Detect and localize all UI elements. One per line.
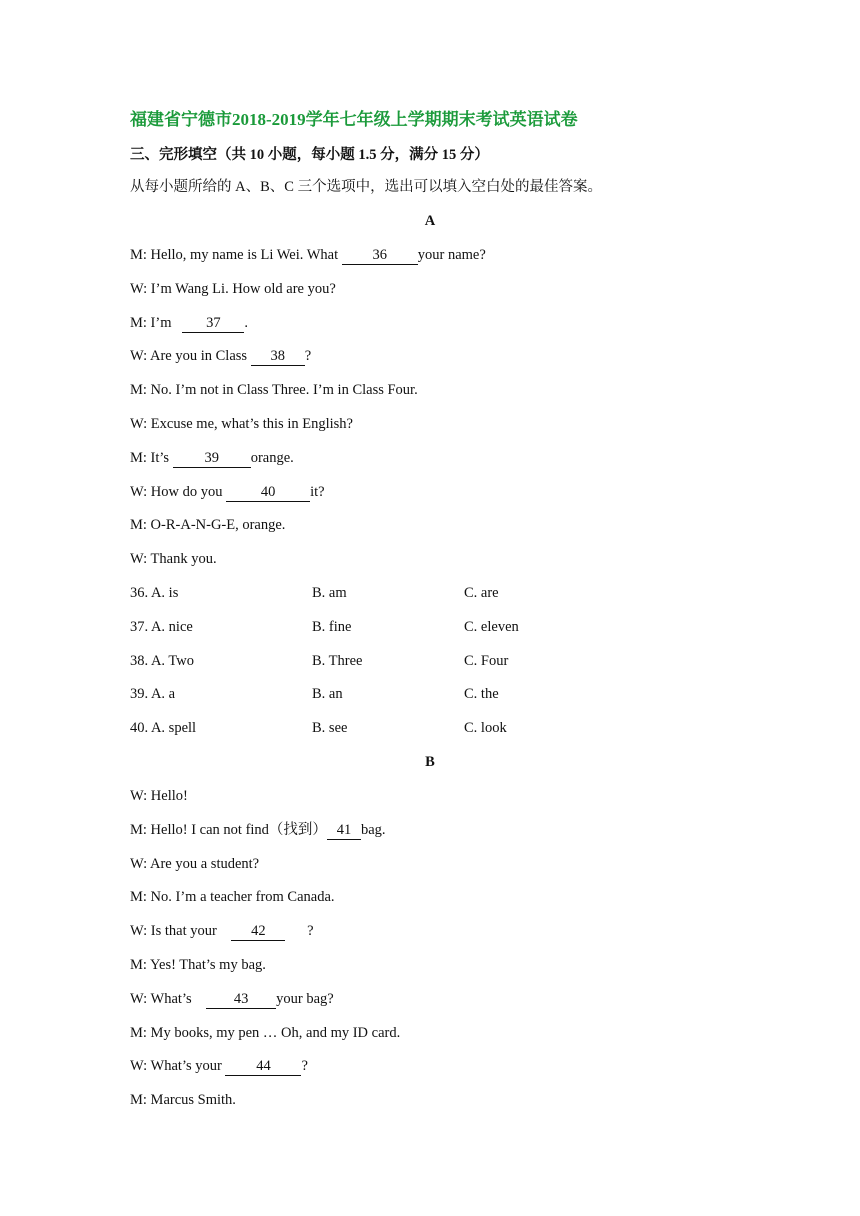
dialogue-line [130,244,730,266]
option-b: B. am [312,584,347,601]
blank-36: 36 [342,246,418,265]
line-text-before: M: It’s [130,449,173,466]
blank-38: 38 [251,347,305,366]
line-text-after: it? [310,483,325,500]
option-a: 37. A. nice [130,618,193,635]
line-text-before: W: What’s [130,990,207,1007]
dialogue-line: W: Thank you. [130,551,217,568]
line-text-after: ? [285,923,314,940]
line-text-after: your name? [417,247,486,263]
options-a [130,582,730,739]
line-text-before: W: How do you [130,483,227,500]
line-text-after: . [244,314,248,331]
dialogue-line: W: I’m Wang Li. How old are you? [130,280,336,297]
option-a: 39. A. a [130,686,176,703]
dialogue-line [130,312,730,334]
dialogue-line: M: No. I’m not in Class Three. I’m in Class Four. [130,382,418,399]
line-text-after: ? [304,348,312,365]
part-a-label: A [424,213,436,229]
option-a: 36. A. is [130,584,179,601]
dialogue-line [130,1055,730,1077]
option-row [130,650,730,672]
line-text-after: bag. [360,821,386,838]
option-b: B. see [312,720,348,737]
dialogue-line [130,345,730,367]
line-text-after: your bag? [276,990,334,1007]
option-b: B. an [312,686,343,703]
dialogue-line: W: Excuse me, what’s this in English? [130,415,353,432]
dialogue-line [130,819,730,841]
line-text-before: M: Hello, my name is Li Wei. What [130,247,342,263]
option-a: 38. A. Two [130,652,194,669]
option-c: C. the [464,686,499,703]
blank-37: 37 [182,314,244,333]
dialogue-line: M: My books, my pen … Oh, and my ID card. [130,1024,401,1041]
dialogue-line [130,447,730,469]
exam-title: 福建省宁德市2018-2019学年七年级上学期期末考试英语试卷 [130,110,578,129]
line-text-after: ? [301,1058,308,1075]
blank-39: 39 [173,449,251,468]
line-text-before: M: Hello! I can not find（找到） [130,821,327,838]
blank-43: 43 [206,990,276,1009]
line-text-after: orange. [250,449,294,466]
option-row [130,717,730,739]
blank-42: 42 [231,922,285,941]
dialogue-line: M: No. I’m a teacher from Canada. [130,889,335,906]
dialogue-line: W: Are you a student? [130,855,260,872]
dialogue-line [130,920,730,942]
section-heading: 三、完形填空（共 10 小题，每小题 1.5 分，满分 15 分） [130,147,489,163]
line-text-before: W: Is that your [130,923,232,940]
option-c: C. eleven [464,618,519,635]
option-row [130,683,730,705]
option-row [130,616,730,638]
option-c: C. are [464,584,499,601]
instruction-text: 从每小题所给的 A、B、C 三个选项中，选出可以填入空白处的最佳答案。 [130,179,603,195]
part-b-label: B [425,753,435,770]
dialogue-line [130,481,730,503]
exam-page [130,108,730,1123]
dialogue-line: M: Marcus Smith. [130,1092,236,1109]
dialogue-line: W: Hello! [130,787,188,804]
dialogue-line: M: O-R-A-N-G-E, orange. [130,517,286,534]
option-a: 40. A. spell [130,720,197,737]
option-b: B. fine [312,618,352,635]
dialogue-a [130,244,730,570]
option-c: C. look [464,720,507,737]
line-text-before: M: I’m [130,314,183,331]
dialogue-line [130,988,730,1010]
dialogue-line: M: Yes! That’s my bag. [130,956,266,973]
blank-44: 44 [225,1057,301,1076]
option-b: B. Three [312,652,363,669]
blank-41: 41 [327,821,361,840]
blank-40: 40 [226,483,310,502]
dialogue-b [130,785,730,1111]
option-c: C. Four [464,652,509,669]
line-text-before: W: What’s your [130,1058,226,1075]
option-row [130,582,730,604]
line-text-before: W: Are you in Class [130,348,251,365]
